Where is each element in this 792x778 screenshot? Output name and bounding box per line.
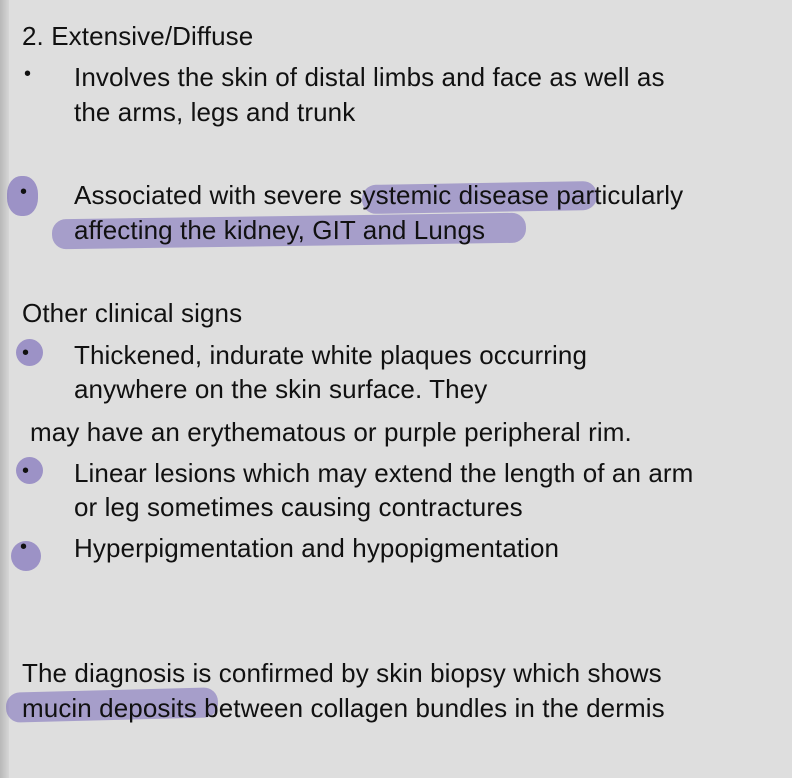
bullet-text-line: anywhere on the skin surface. They (74, 374, 488, 404)
bullet-icon: • (22, 342, 30, 364)
bullet-text-line: the arms, legs and trunk (74, 97, 356, 127)
bullet-highlight-mark (16, 457, 43, 484)
page-left-edge (0, 0, 9, 778)
bullet-highlight-mark (16, 339, 43, 366)
text-segment: Associated with severe (74, 180, 350, 210)
bullet-text-line: Linear lesions which may extend the length of an arm (74, 458, 694, 488)
highlighted-text: systemic disease (349, 180, 549, 210)
highlighted-text: mucin deposits (22, 693, 197, 723)
bullet-icon: • (22, 460, 30, 482)
section-heading: 2. Extensive/Diffuse (22, 21, 254, 51)
bullet-text-line (74, 180, 683, 210)
clinical-heading: Other clinical signs (22, 298, 243, 328)
diagnosis-line: The diagnosis is confirmed by skin biopsy which shows (22, 658, 662, 688)
bullet-icon: • (20, 536, 28, 558)
bullet-text-line: Hyperpigmentation and hypopigmentation (74, 533, 560, 563)
bullet-text-line: or leg sometimes causing contractures (74, 492, 523, 522)
text-segment: between collagen bundles in the dermis (196, 693, 665, 723)
diagnosis-line (22, 693, 665, 723)
bullet-text-line: Involves the skin of distal limbs and face as well as (74, 62, 665, 92)
bullet-text-line: Thickened, indurate white plaques occurring (74, 340, 588, 370)
bullet-icon: • (20, 181, 28, 203)
text-segment: particularly (549, 180, 684, 210)
continuation-text: may have an erythematous or purple peripheral rim. (30, 417, 632, 447)
highlighted-text: affecting the kidney, GIT and Lungs (74, 215, 486, 245)
bullet-icon: • (24, 63, 32, 85)
